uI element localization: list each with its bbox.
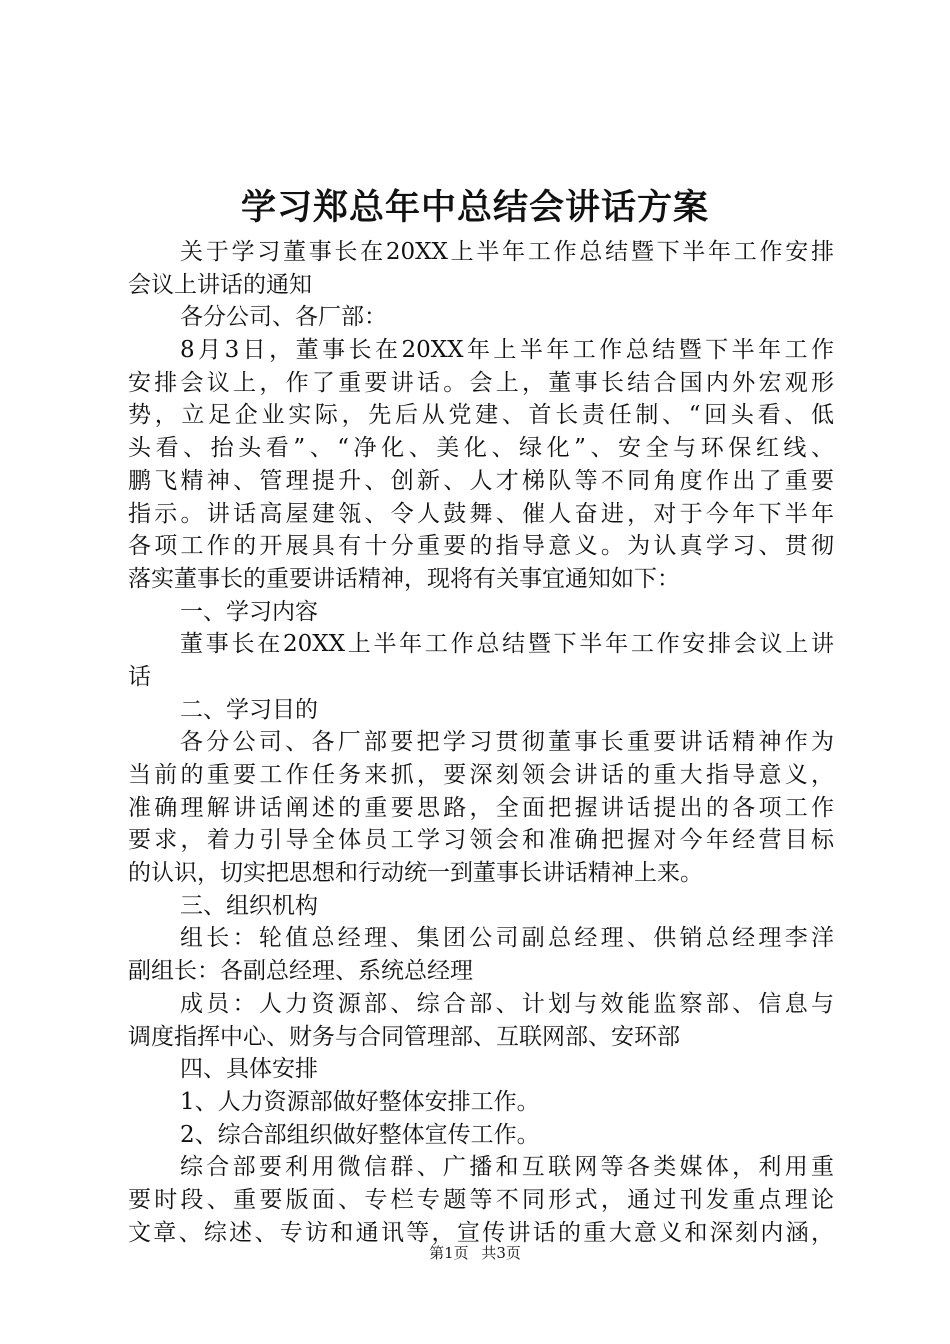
text-line: 董事长在20XX上半年工作总结暨下半年工作安排会议上讲 (180, 631, 834, 658)
text-line: 2、综合部组织做好整体宣传工作。 (180, 1121, 540, 1148)
text-line: 要求，着力引导全体员工学习领会和准确把握对今年经营目标 (128, 827, 834, 854)
page-title: 学习郑总年中总结会讲话方案 (240, 188, 709, 228)
text-line: 各分公司、各厂部： (180, 304, 387, 331)
document-body (128, 236, 834, 1249)
text-line: 头看、抬头看”、“净化、美化、绿化”、安全与环保红线、 (128, 435, 834, 462)
text-line: 各项工作的开展具有十分重要的指导意义。为认真学习、贯彻 (128, 533, 834, 560)
text-line: 文章、综述、专访和通讯等，宣传讲话的重大意义和深刻内涵， (128, 1219, 834, 1246)
text-line: 1、人力资源部做好整体安排工作。 (180, 1088, 540, 1115)
section-heading: 二、学习目的 (180, 696, 318, 723)
text-line: 会议上讲话的通知 (128, 271, 312, 298)
text-line: 组长：轮值总经理、集团公司副总经理、供销总经理李洋 (180, 925, 834, 952)
text-line: 综合部要利用微信群、广播和互联网等各类媒体，利用重 (180, 1154, 834, 1181)
text-line: 各分公司、各厂部要把学习贯彻董事长重要讲话精神作为 (180, 729, 834, 756)
page-total: 共3页 (481, 1244, 521, 1262)
text-line: 当前的重要工作任务来抓，要深刻领会讲话的重大指导意义， (128, 762, 834, 788)
text-line: 鹏飞精神、管理提升、创新、人才梯队等不同角度作出了重要 (128, 467, 834, 494)
text-line: 成员：人力资源部、综合部、计划与效能监察部、信息与 (180, 990, 834, 1017)
text-line: 副组长：各副总经理、系统总经理 (128, 958, 473, 985)
section-heading: 一、学习内容 (180, 598, 318, 625)
page-number: 第1页 (429, 1244, 469, 1262)
text-line: 调度指挥中心、财务与合同管理部、互联网部、安环部 (128, 1023, 680, 1050)
text-line: 关于学习董事长在20XX上半年工作总结暨下半年工作安排 (180, 239, 834, 265)
text-line: 要时段、重要版面、专栏专题等不同形式，通过刊发重点理论 (128, 1186, 834, 1213)
text-line: 8月3日，董事长在20XX年上半年工作总结暨下半年工作 (180, 337, 834, 364)
page-footer (0, 1243, 950, 1263)
text-line: 话 (128, 663, 151, 690)
section-heading: 三、组织机构 (180, 892, 318, 919)
text-line: 指示。讲话高屋建瓴、令人鼓舞、催人奋进，对于今年下半年 (128, 500, 834, 527)
text-line: 安排会议上，作了重要讲话。会上，董事长结合国内外宏观形 (128, 369, 834, 396)
text-line: 落实董事长的重要讲话精神，现将有关事宜通知如下： (128, 565, 680, 592)
text-line: 准确理解讲话阐述的重要思路，全面把握讲话提出的各项工作 (128, 794, 834, 821)
text-line: 的认识，切实把思想和行动统一到董事长讲话精神上来。 (128, 860, 703, 887)
section-heading: 四、具体安排 (180, 1056, 318, 1083)
text-line: 势，立足企业实际，先后从党建、首长责任制、“回头看、低 (128, 402, 834, 429)
